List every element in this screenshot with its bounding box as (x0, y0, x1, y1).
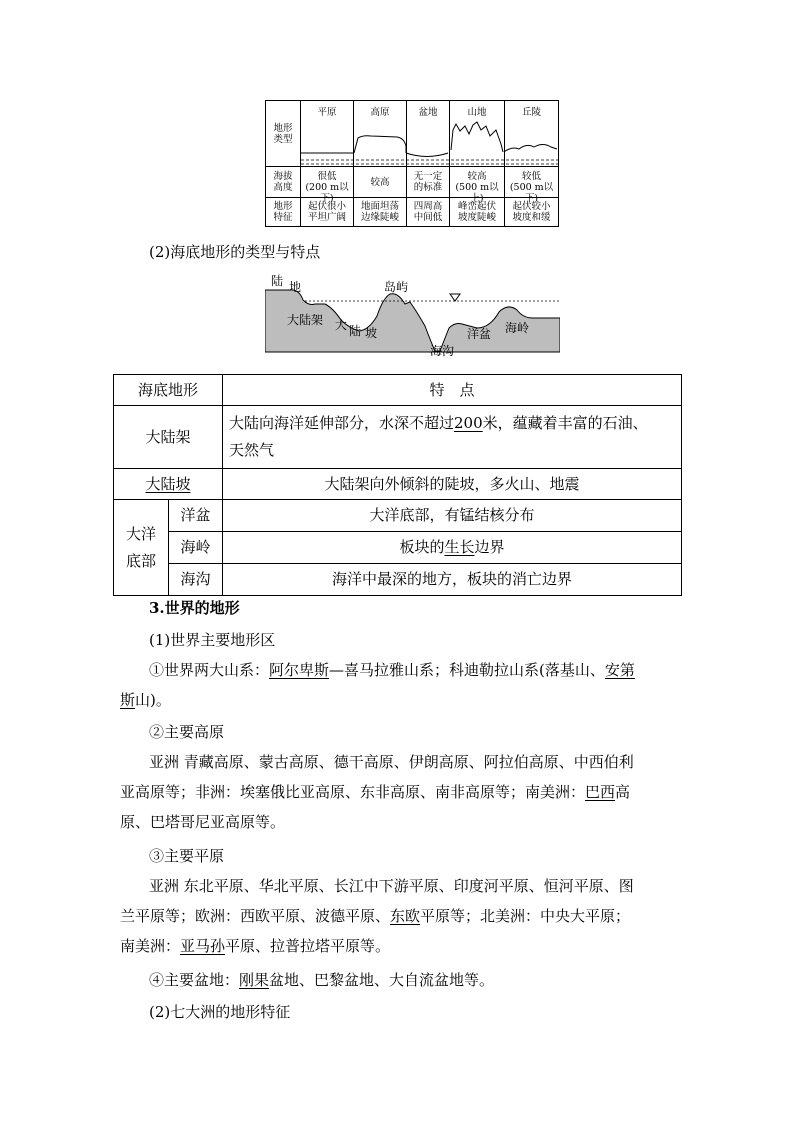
andes-highlight-a: 安第 (604, 661, 635, 679)
ridge-desc-highlight: 生长 (444, 538, 475, 556)
label-slope-b: 陆 (349, 324, 362, 338)
plateaus-line-3: 原、巴塔哥尼亚高原等。 (120, 813, 286, 831)
plains-line-3-after: 平原、拉普拉塔平原等。 (225, 937, 391, 955)
elevation-basin: 无一定 的标准 (413, 171, 443, 193)
row-name-trench: 海沟 (168, 563, 223, 596)
elevation-hill: 较低 (500 m以下) (509, 171, 554, 204)
row-name-ocean-floor (113, 499, 169, 596)
elevation-plateau: 较高 (370, 177, 390, 188)
row-name-basin: 洋盆 (168, 499, 223, 532)
row-desc-shelf (222, 405, 682, 469)
east-europe-highlight: 东欧 (390, 907, 421, 925)
basins-rest: 盆地、巴黎盆地、大自流盆地等。 (269, 971, 495, 989)
plateaus-title: ②主要高原 (149, 723, 225, 741)
subsection-2-title: (2)七大洲的地形特征 (149, 1003, 291, 1021)
landform-name-hill: 丘陵 (521, 107, 541, 118)
congo-highlight: 刚果 (239, 971, 270, 989)
label-land-a: 陆 (271, 274, 284, 288)
seabed-profile-figure (265, 276, 560, 356)
mountain-systems-paragraph (120, 655, 680, 715)
brazil-highlight: 巴西 (585, 783, 616, 801)
label-slope-a: 大 (335, 318, 348, 332)
row-header-type: 地形 类型 (273, 123, 293, 145)
row-desc-basin: 大洋底部，有锰结核分布 (222, 499, 682, 532)
ocean-floor-name-2: 底部 (125, 551, 156, 570)
landform-name-plateau: 高原 (370, 107, 390, 118)
amazon-highlight: 亚马孙 (180, 937, 226, 955)
landform-profile-graphic (301, 116, 558, 166)
shelf-desc-after: 米，蕴藏着丰富的石油、 (482, 414, 648, 432)
ocean-floor-name-1: 大洋 (125, 524, 156, 543)
row-desc-trench: 海洋中最深的地方，板块的消亡边界 (222, 563, 682, 596)
header-seabed-landform: 海底地形 (113, 374, 223, 406)
plains-line-2-before: 兰平原等；欧洲：西欧平原、波德平原、 (120, 907, 391, 925)
plains-line-3-before: 南美洲： (120, 937, 181, 955)
ridge-desc-before: 板块的 (399, 538, 445, 556)
feature-basin: 四周高 中间低 (413, 201, 443, 223)
row-name-slope (113, 468, 223, 500)
landform-name-mountain: 山地 (467, 107, 487, 118)
plateaus-paragraph (120, 747, 680, 837)
section-2-title: (2)海底地形的类型与特点 (149, 243, 321, 261)
plains-paragraph (120, 871, 680, 961)
feature-plateau: 地面坦荡 边缘陡峻 (360, 201, 399, 223)
label-ridge: 海岭 (505, 321, 530, 335)
row-header-elevation: 海拔 高度 (273, 171, 293, 193)
landform-type-table (265, 100, 559, 227)
alps-highlight: 阿尔卑斯 (269, 661, 330, 679)
landform-name-basin: 盆地 (418, 107, 438, 118)
elevation-plain: 很低 (200 m以下) (305, 171, 349, 204)
landform-name-plain: 平原 (317, 107, 337, 118)
section-3-title: 3.世界的地形 (149, 599, 240, 617)
basins-prefix: ④主要盆地： (149, 971, 240, 989)
elevation-mountain: 较高 (500 m以上) (455, 171, 499, 204)
slope-name-text: 大陆坡 (145, 474, 191, 493)
mountains-middle: —喜马拉雅山系；科迪勒拉山系(落基山、 (329, 661, 605, 679)
feature-hill: 起伏较小 坡度和缓 (512, 201, 551, 223)
label-trench: 海沟 (430, 344, 455, 358)
row-name-shelf: 大陆架 (113, 405, 223, 469)
plains-line-2-after: 平原等；北美洲：中央大平原； (420, 907, 631, 925)
label-slope-c: 坡 (365, 326, 378, 340)
shelf-depth-highlight: 200 (454, 414, 483, 432)
plains-title: ③主要平原 (149, 847, 225, 865)
label-island: 岛屿 (384, 280, 409, 294)
subsection-1-title: (1)世界主要地形区 (149, 631, 276, 649)
row-desc-ridge (222, 531, 682, 564)
plains-line-1: 亚洲 东北平原、华北平原、长江中下游平原、印度河平原、恒河平原、图 (149, 877, 634, 895)
shelf-desc-line2: 天然气 (229, 441, 275, 459)
ridge-desc-after: 边界 (474, 538, 505, 556)
shelf-desc-before: 大陆向海洋延伸部分，水深不超过 (229, 414, 455, 432)
feature-plain: 起伏很小 平坦广阔 (307, 201, 346, 223)
row-name-ridge: 海岭 (168, 531, 223, 564)
plateaus-line-2-before: 亚高原等；非洲：埃塞俄比亚高原、东非高原、南非高原等；南美洲： (120, 783, 586, 801)
header-features: 特 点 (222, 374, 682, 406)
feature-mountain: 峰峦起伏 坡度陡峻 (457, 201, 496, 223)
mountains-prefix: ①世界两大山系： (149, 661, 270, 679)
andes-highlight-b: 斯 (120, 691, 136, 709)
label-land-b: 地 (289, 280, 302, 294)
mountains-end: 山)。 (135, 691, 171, 709)
row-header-feature: 地形 特征 (273, 201, 293, 223)
basins-line (149, 970, 494, 990)
plateaus-line-2-after: 高 (615, 783, 631, 801)
plateaus-line-1: 亚洲 青藏高原、蒙古高原、德干高原、伊朗高原、阿拉伯高原、中西伯利 (149, 753, 634, 771)
seabed-features-table (113, 374, 682, 596)
label-shelf: 大陆架 (287, 313, 324, 327)
label-basin: 洋盆 (467, 327, 492, 341)
row-desc-slope: 大陆架向外倾斜的陡坡，多火山、地震 (222, 468, 682, 500)
